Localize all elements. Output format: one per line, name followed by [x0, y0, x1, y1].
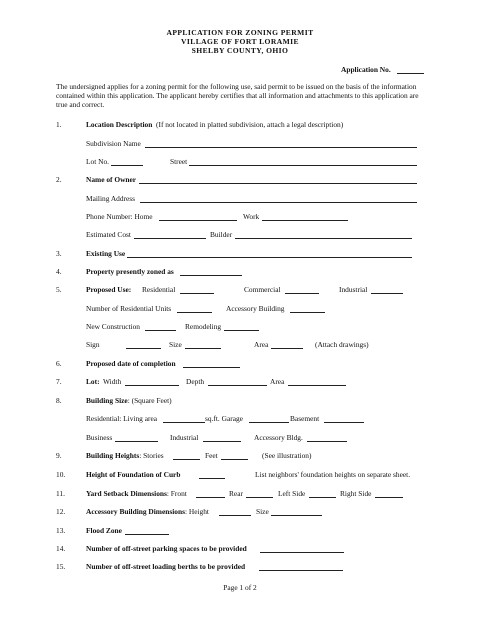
item-number: 5. — [56, 285, 62, 294]
rear-label: Rear — [229, 489, 243, 498]
foundation-note: List neighbors' foundation heights on separate sheet. — [255, 470, 411, 479]
loading-field[interactable] — [259, 570, 343, 571]
accessory-size-field[interactable] — [271, 515, 322, 516]
front-label: : Front — [166, 489, 187, 498]
accessory-height-label: : Height — [184, 507, 209, 516]
feet-field[interactable] — [221, 459, 248, 460]
rear-field[interactable] — [246, 497, 273, 498]
left-side-label: Left Side — [278, 489, 306, 498]
county-name: SHELBY COUNTY, OHIO — [191, 46, 289, 55]
units-label: Number of Residential Units — [86, 304, 172, 313]
item-number: 13. — [56, 526, 66, 535]
basement-label: Basement — [290, 414, 320, 423]
loading-label: Number of off-street loading berths to be provided — [86, 562, 246, 571]
village-name: VILLAGE OF FORT LORAMIE — [181, 37, 299, 46]
lot-depth-field[interactable] — [208, 385, 267, 386]
item-number: 3. — [56, 249, 62, 258]
item-number: 12. — [56, 507, 66, 516]
street-field[interactable] — [189, 165, 417, 166]
flood-zone-label: Flood Zone — [86, 526, 122, 535]
foundation-field[interactable] — [199, 478, 225, 479]
lot-width-field[interactable] — [125, 385, 179, 386]
right-side-label: Right Side — [340, 489, 372, 498]
business-label: Business — [86, 433, 113, 442]
commercial-label: Commercial — [244, 285, 281, 294]
cost-field[interactable] — [134, 238, 206, 239]
item-number: 10. — [56, 470, 66, 479]
builder-field[interactable] — [235, 238, 412, 239]
home-phone-label: Phone Number: Home — [86, 212, 153, 221]
item-number: 6. — [56, 359, 62, 368]
foundation-label: Height of Foundation of Curb — [86, 470, 181, 479]
accessory-dims-title: Accessory Building Dimensions — [86, 507, 185, 516]
building-heights-label — [86, 451, 164, 460]
commercial-field[interactable] — [285, 293, 319, 294]
sign-area-label: Area — [254, 340, 269, 349]
setback-title: Yard Setback Dimensions — [86, 489, 167, 498]
form-title: APPLICATION FOR ZONING PERMIT — [166, 28, 314, 37]
cost-label: Estimated Cost — [86, 230, 131, 239]
item-number: 2. — [56, 175, 62, 184]
item-number: 4. — [56, 267, 62, 276]
work-phone-field[interactable] — [262, 220, 348, 221]
residential-label: Residential — [142, 285, 176, 294]
existing-use-field[interactable] — [127, 257, 412, 258]
sign-size-label: Size — [169, 340, 182, 349]
left-side-field[interactable] — [309, 497, 336, 498]
lot-no-label: Lot No. — [86, 157, 109, 166]
subdivision-field[interactable] — [145, 147, 417, 148]
right-side-field[interactable] — [375, 497, 403, 498]
mailing-label: Mailing Address — [86, 194, 136, 203]
setback-label — [86, 489, 187, 498]
remodeling-field[interactable] — [224, 330, 259, 331]
accessory-building-label: Accessory Building — [226, 304, 285, 313]
accessory-building-field[interactable] — [290, 312, 325, 313]
proposed-use-label: Proposed Use: — [86, 285, 132, 294]
industrial-size-label: Industrial — [170, 433, 199, 442]
owner-label: Name of Owner — [86, 175, 137, 184]
mailing-field[interactable] — [140, 202, 417, 203]
home-phone-field[interactable] — [159, 220, 237, 221]
builder-label: Builder — [210, 230, 233, 239]
sign-label: Sign — [86, 340, 100, 349]
building-heights-title: Building Heights — [86, 451, 140, 460]
feet-label: Feet — [205, 451, 218, 460]
lot-area-label: Area — [270, 377, 285, 386]
zoned-label: Property presently zoned as — [86, 267, 174, 276]
basement-field[interactable] — [324, 422, 364, 423]
item-number: 7. — [56, 377, 62, 386]
garage-field[interactable] — [249, 422, 289, 423]
accessory-size-label: Size — [256, 507, 269, 516]
item-number: 9. — [56, 451, 62, 460]
completion-label: Proposed date of completion — [86, 359, 176, 368]
work-phone-label: Work — [243, 212, 260, 221]
sign-field[interactable] — [126, 348, 161, 349]
item-number: 11. — [56, 489, 65, 498]
new-construction-label: New Construction — [86, 322, 140, 331]
parking-field[interactable] — [260, 552, 344, 553]
lot-depth-label: Depth — [186, 377, 205, 386]
building-size-label — [86, 396, 172, 405]
garage-label: sq.ft. Garage — [205, 414, 243, 423]
location-description — [86, 120, 343, 129]
street-label: Street — [170, 157, 188, 166]
subdivision-label: Subdivision Name — [86, 139, 141, 148]
page-number: Page 1 of 2 — [223, 583, 257, 592]
zoned-field[interactable] — [180, 275, 242, 276]
units-field[interactable] — [177, 312, 212, 313]
living-area-field[interactable] — [163, 422, 205, 423]
completion-field[interactable] — [183, 367, 240, 368]
stories-label: : Stories — [139, 451, 164, 460]
lot-no-field[interactable] — [111, 165, 143, 166]
residential-field[interactable] — [180, 293, 214, 294]
accessory-height-field[interactable] — [219, 515, 251, 516]
application-no-field[interactable] — [397, 73, 424, 74]
remodeling-label: Remodeling — [185, 322, 222, 331]
building-size-unit: : (Square Feet) — [127, 396, 172, 405]
parking-label: Number of off-street parking spaces to be provided — [86, 544, 247, 553]
accessory-bldg-field[interactable] — [307, 441, 347, 442]
owner-field[interactable] — [139, 183, 417, 184]
accessory-bldg-label: Accessory Bldg. — [254, 433, 303, 442]
existing-use-label: Existing Use — [86, 249, 126, 258]
intro-paragraph: The undersigned applies for a zoning permit for the following use, said permit to be issued on the basis of the information contained within this application. The applicant hereby certifies that all information and attachments to this application are true and correct. — [56, 82, 419, 109]
item-number: 8. — [56, 396, 62, 405]
sign-area-field[interactable] — [271, 348, 303, 349]
location-title: Location Description — [86, 120, 153, 129]
industrial-size-field[interactable] — [203, 441, 241, 442]
living-area-label: Residential: Living area — [86, 414, 158, 423]
location-note: (If not located in platted subdivision, attach a legal description) — [156, 120, 344, 129]
stories-field[interactable] — [173, 459, 200, 460]
front-field[interactable] — [196, 497, 225, 498]
application-no-label: Application No. — [341, 65, 391, 74]
lot-label: Lot: — [86, 377, 100, 386]
item-number: 1. — [56, 120, 62, 129]
sign-size-field[interactable] — [185, 348, 221, 349]
lot-area-field[interactable] — [288, 385, 346, 386]
item-number: 14. — [56, 544, 66, 553]
see-illustration-note: (See illustration) — [262, 451, 312, 460]
industrial-label: Industrial — [339, 285, 368, 294]
new-construction-field[interactable] — [145, 330, 176, 331]
business-field[interactable] — [115, 441, 158, 442]
attach-drawings-note: (Attach drawings) — [315, 340, 369, 349]
building-size-title: Building Size — [86, 396, 128, 405]
flood-zone-field[interactable] — [125, 534, 169, 535]
accessory-dims-label — [86, 507, 209, 516]
item-number: 15. — [56, 562, 66, 571]
lot-width-label: Width — [103, 377, 122, 386]
industrial-field[interactable] — [371, 293, 403, 294]
